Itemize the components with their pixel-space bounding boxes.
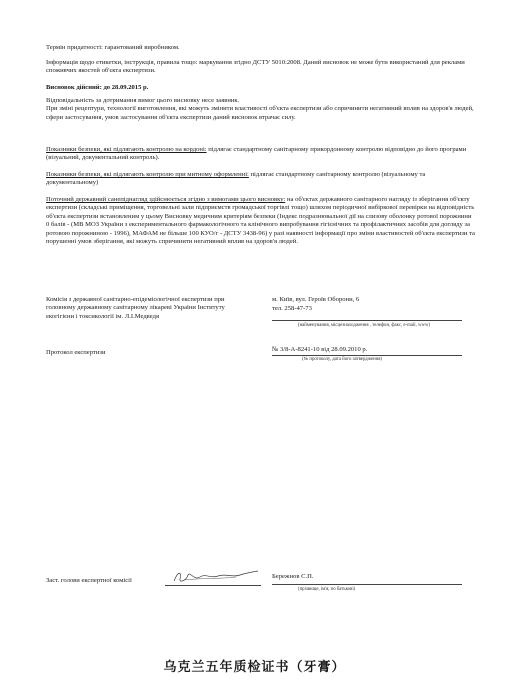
signature-rule xyxy=(165,585,261,586)
deputy-caption: (прізвище, ім'я, по батькові) xyxy=(298,587,356,592)
responsibility-note: Відповідальність за дотримання вимог цього висновку несе заявник. При зміні рецептури, технології виготовлення, які можуть змінити властивості об'єкта експертизи або спричинити негативний вплив на здоров'я людей, сфери застосування, умов застосування об'єкта експертизи даний висновок втрачає силу. xyxy=(46,97,474,121)
phone: тел. 258-47-73 xyxy=(272,305,312,312)
shelf-life: Термін придатності: гарантований виробником. xyxy=(46,44,180,51)
border-control-title: Показники безпеки, які підлягають контролю на кордоні: xyxy=(46,146,207,153)
label-info: Інформація щодо етикетки, інструкція, правила тощо: маркування згідно ДСТУ 5010:2008. Даний висновок не може бути використаний для реклами споживчих якостей об'єкта експертизи. xyxy=(46,59,465,75)
footer-title: 乌克兰五年质检证书（牙膏） xyxy=(163,660,346,675)
commission: Комісія з державної санітарно-епідеміологічної експертизи при головному державному санітарному лікареві України Інституту екогігієни і токсикології ім. Л.І.Медведя xyxy=(46,296,225,320)
supervision-title: Поточний державний санепіднагляд здійснюється згідно з вимогами цього висновку: xyxy=(46,196,286,203)
protocol-rule xyxy=(272,355,462,356)
signature-mark xyxy=(170,569,262,585)
border-control xyxy=(46,146,476,163)
deputy-label: Заст. голови експертної комісії xyxy=(46,577,132,584)
protocol-value: № 3/8-А-8241-10 від 28.09.2010 р. xyxy=(272,346,368,353)
address: м. Київ, вул. Героїв Оборони, 6 xyxy=(272,296,360,303)
customs-control xyxy=(46,171,476,188)
address-caption: (найменування, місцезнаходження , телефон, факс, e-mail, www) xyxy=(298,323,431,328)
border-control-text: підлягає стандартному санітарному прикордонному контролю відповідно до його програми (візуальний, документальний контроль). xyxy=(46,146,467,162)
deputy-name: Бережнов С.П. xyxy=(272,573,314,580)
customs-control-title: Показники безпеки, які підлягають контролю при митному оформленні: xyxy=(46,171,249,178)
address-rule xyxy=(272,320,462,321)
protocol-label: Протокол експертизи xyxy=(46,349,106,356)
valid-until: Висновок дійсний: до 28.09.2015 р. xyxy=(46,84,149,91)
supervision-text: на об'єктах державного санітарного нагляду із зберігання об'єкту експертизи (складські приміщення, торговельні зали підприємств громадської торгівлі тощо) шляхом періодичної вибіркової перевірки на відповідність об'єкта експертизи встановленим у цьому Висновку медичним критеріям безпеки (Індекс подразнювальної дії на слизову оболонку ротової порожнини 0 балів - (МВ МОЗ України з експериментального фармакологічного та клінічного випробування гігієнічних та профілактичних засобів для догляду за ротовою порожниною - 1996), МАФАМ не більше 100 КУО/г - ДСТУ 3438-96) у разі наявності інформації про зміни властивостей об'єкта експертизи та порушенні умов зберігання, які можуть спричинити негативний вплив на здоров'я людей. xyxy=(46,196,475,246)
protocol-caption: (№ протоколу, дата його затвердження) xyxy=(302,357,383,362)
supervision xyxy=(46,196,476,246)
customs-control-text: підлягає стандартному санітарному контролю (візуальному та документальному) xyxy=(46,171,426,187)
deputy-rule xyxy=(272,584,462,585)
